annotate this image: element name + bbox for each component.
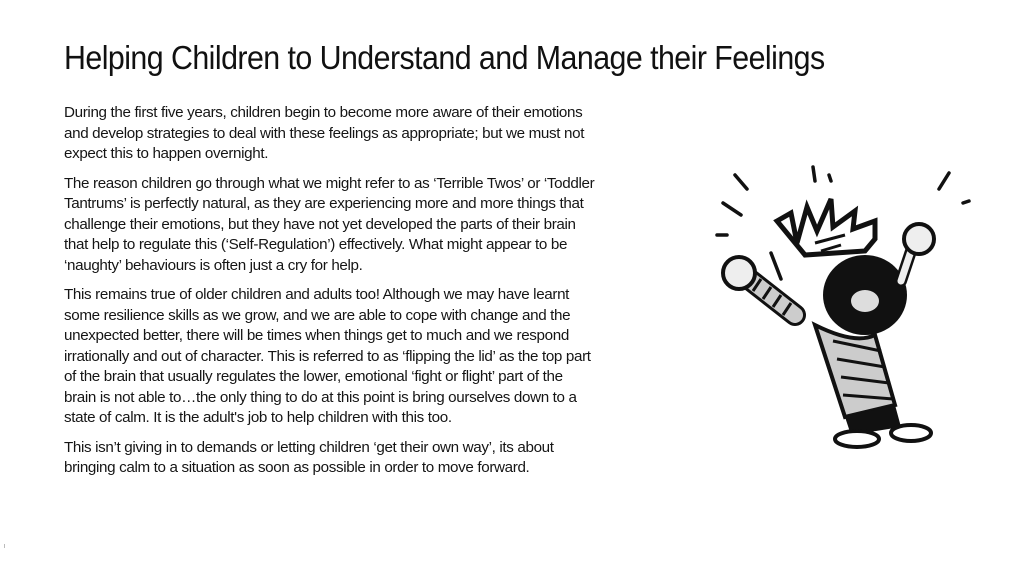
- text-line: ‘naughty’ behaviours is often just a cry for help.: [64, 256, 363, 274]
- corner-artifact: [4, 544, 5, 548]
- cartoon-child-icon: [705, 155, 980, 450]
- text-line: of the brain that usually regulates the lower, emotional ‘fight or flight’ part of the: [64, 368, 563, 385]
- text-line: This isn’t giving in to demands or letting children ‘get their own way’, its about: [64, 438, 554, 456]
- paragraph-bringing-calm: [64, 438, 724, 479]
- text-line: state of calm. It is the adult's job to help children with this too.: [64, 409, 452, 426]
- screaming-child-illustration: [705, 155, 980, 450]
- text-line: During the first five years, children begin to become more aware of their emotions: [64, 104, 583, 121]
- text-line: This remains true of older children and adults too! Although we may have learnt: [64, 286, 570, 303]
- slide-body: [64, 103, 724, 488]
- text-line: irrationally and out of character. This is referred to as ‘flipping the lid’ as the top part: [64, 347, 591, 365]
- text-line: brain is not able to…the only thing to do at this point is bring ourselves down to a: [64, 388, 577, 406]
- text-line: unexpected better, there will be times when things get to much and we respond: [64, 327, 569, 344]
- paragraph-early-years: [64, 103, 724, 165]
- text-line: bringing calm to a situation as soon as possible in order to move forward.: [64, 459, 530, 476]
- text-line: that help to regulate this (‘Self-Regulation’) effectively. What might appear to be: [64, 236, 568, 253]
- text-line: expect this to happen overnight.: [64, 145, 269, 162]
- text-line: and develop strategies to deal with these feelings as appropriate; but we must not: [64, 124, 585, 142]
- text-line: The reason children go through what we might refer to as ‘Terrible Twos’ or ‘Toddler: [64, 174, 595, 192]
- text-line: some resilience skills as we grow, and we are able to cope with change and the: [64, 306, 571, 324]
- paragraph-terrible-twos: [64, 174, 724, 277]
- text-line: Tantrums’ is perfectly natural, as they are experiencing more and more things that: [64, 195, 584, 212]
- text-line: challenge their emotions, but they have not yet developed the parts of their brain: [64, 215, 576, 233]
- slide-title: Helping Children to Understand and Manage their Feelings: [64, 39, 825, 76]
- paragraph-flipping-the-lid: [64, 285, 724, 429]
